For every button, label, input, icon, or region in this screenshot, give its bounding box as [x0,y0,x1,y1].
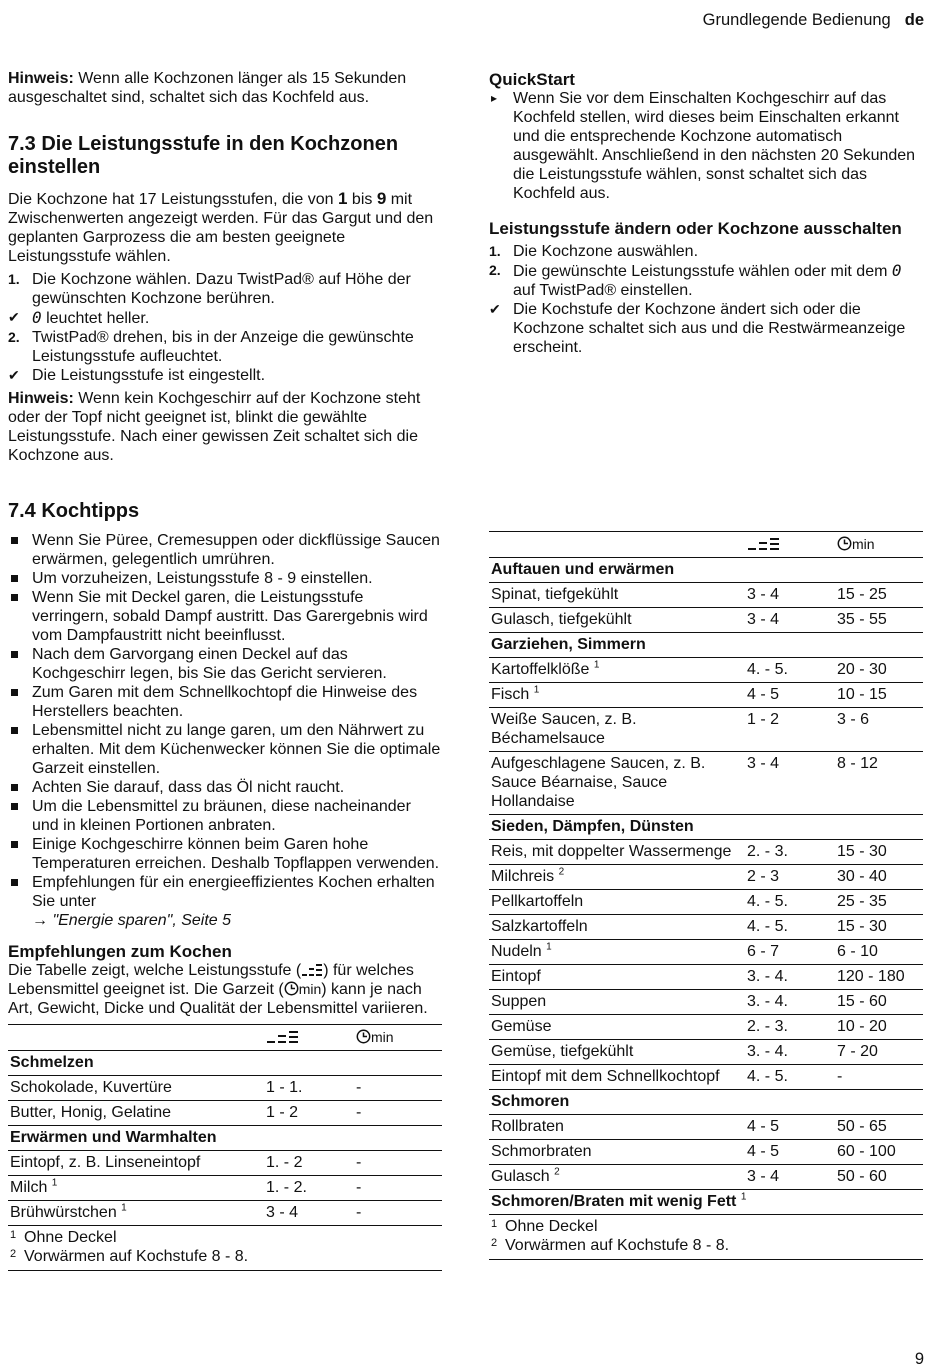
footnote-ref: 1 [546,941,552,953]
power-level-value: 3. - 4. [745,965,835,990]
food-name: Gulasch, tiefgekühlt [491,611,632,628]
food-name: Spinat, tiefgekühlt [491,586,619,603]
category-label: Schmoren [491,1093,570,1110]
tip-item: Um die Lebensmittel zu bräunen, diese nacheinander und in kleinen Portionen anbraten. [8,797,442,835]
table-row [489,708,923,752]
table-category-row [489,1190,923,1215]
tip-item: Achten Sie darauf, dass das Öl nicht raucht. [8,778,442,797]
food-name: Salzkartoffeln [491,918,588,935]
power-level-value: 3 - 4 [745,752,835,815]
footnote-ref: 1 [740,1191,747,1203]
food-name: Weiße Saucen, z. B. Béchamelsauce [491,711,637,747]
footnote: 1 Ohne Deckel [491,1218,598,1235]
quickstart-title: QuickStart [489,70,575,89]
table-category-row [8,1126,442,1151]
power-level-value: 4. - 5. [745,1065,835,1090]
power-level-value: 3 - 4 [264,1201,354,1226]
footnote-ref: 1 [51,1177,58,1189]
power-level-value: 2 - 3 [745,865,835,890]
hint-2: Hinweis: Wenn kein Kochgeschirr auf der Kochzone steht oder der Topf nicht geeignet ist, blinkt die gewählte Leistungsstufe. Nach einer gewissen Zeit schaltet sich die Kochzone aus. [8,390,421,464]
footnote-ref: 1 [593,659,600,671]
cooking-tips-list [8,531,442,930]
power-level-icon [747,537,781,551]
hint-1: Hinweis: Wenn alle Kochzonen länger als 15 Sekunden ausgeschaltet sind, schaltet sich das Kochfeld aus. [8,70,407,106]
food-name: Gemüse, tiefgekühlt [491,1043,634,1060]
section-7-4-title: 7.4 Kochtipps [8,500,140,522]
quickstart-list [489,89,923,203]
food-name: Butter, Honig, Gelatine [10,1104,171,1121]
table-row [489,915,923,940]
footnote-ref: 2 [558,866,565,878]
power-level-value: 1 - 1. [264,1076,354,1101]
category-label: Sieden, Dämpfen, Dünsten [491,818,694,835]
cooking-time-value: 20 - 30 [835,658,923,683]
check-icon: ✔ [8,367,20,383]
cooking-time-value: 15 - 30 [835,840,923,865]
food-name: Aufgeschlagene Saucen, z. B. Sauce Béarnaise, Sauce Hollandaise [491,755,706,810]
food-name: Pellkartoffeln [491,893,584,910]
power-level-value: 4 - 5 [745,1115,835,1140]
language-code: de [904,11,924,29]
food-name: Schmorbraten [491,1143,592,1160]
power-level-value: 1. - 2 [264,1151,354,1176]
step-item: 1. Die Kochzone auswählen. [489,243,699,260]
running-header [703,11,924,30]
right-column-top [489,70,923,357]
category-label: Auftauen und erwärmen [491,561,675,578]
table-row [489,1140,923,1165]
tip-item: Zum Garen mit dem Schnellkochtopf die Hinweise des Herstellers beachten. [8,683,442,721]
food-name: Fisch [491,686,530,703]
table-row [489,1165,923,1190]
food-name: Gemüse [491,1018,552,1035]
step-item: 2. TwistPad® drehen, bis in der Anzeige die gewünschte Leistungsstufe aufleuchtet. [8,329,414,365]
tip-item: Nach dem Garvorgang einen Deckel auf das Kochgeschirr legen, bis Sie das Gericht servieren. [8,645,442,683]
cooking-time-value: 7 - 20 [835,1040,923,1065]
tip-item: Einige Kochgeschirre können beim Garen hohe Temperaturen erreichen. Deshalb Topflappen verwenden. [8,835,442,873]
power-level-value: 4 - 5 [745,683,835,708]
cooking-time-value: 15 - 60 [835,990,923,1015]
right-column-bottom [489,531,923,1260]
cooking-time-value: 35 - 55 [835,608,923,633]
table-category-row [489,815,923,840]
cooking-time-value: 10 - 15 [835,683,923,708]
food-name: Eintopf [491,968,541,985]
tip-item: Lebensmittel nicht zu lange garen, um den Nährwert zu erhalten. Mit dem Küchenwecker können Sie die optimale Garzeit einstellen. [8,721,442,778]
table-row [489,658,923,683]
category-label: Garziehen, Simmern [491,636,646,653]
table-row [489,1065,923,1090]
power-level-value: 3. - 4. [745,1040,835,1065]
power-level-value: 4. - 5. [745,658,835,683]
power-level-value: 3 - 4 [745,1165,835,1190]
power-level-icon [301,963,323,977]
category-label: Erwärmen und Warmhalten [10,1129,217,1146]
food-name: Milchreis [491,868,555,885]
table-row [489,990,923,1015]
table-row [489,752,923,815]
food-name: Gulasch [491,1168,550,1185]
cooking-table-right [489,531,923,1215]
result-item: ✔ Die Leistungsstufe ist eingestellt. [8,367,266,384]
food-name: Suppen [491,993,547,1010]
power-level-value: 1. - 2. [264,1176,354,1201]
power-level-value: 4. - 5. [745,915,835,940]
step-item: 2. Die gewünschte Leistungsstufe wählen oder mit dem 0 auf TwistPad® einstellen. [489,261,902,299]
food-name: Eintopf mit dem Schnellkochtopf [491,1068,720,1085]
power-level-value: 3 - 4 [745,583,835,608]
quickstart-item: ▸ Wenn Sie vor dem Einschalten Kochgeschirr auf das Kochfeld stellen, wird dieses beim Einschalten erkannt und die entsprechende Kochzone automatisch ausgewählt. Anschließend in den nächsten 20 Sekunden die Leistungsstufe wählen, sonst schaltet sich das Kochfeld aus. [491,90,916,202]
display-glyph: 0 [891,261,902,280]
left-column-bottom [8,500,442,1271]
clock-icon [837,536,852,551]
clock-icon [284,981,299,996]
power-level-value: 1 - 2 [264,1101,354,1126]
power-level-value: 1 - 2 [745,708,835,752]
cooking-time-value: - [354,1201,442,1226]
clock-icon [356,1029,371,1044]
food-name: Brühwürstchen [10,1204,117,1221]
section-7-3-title: 7.3 Die Leistungsstufe in den Kochzonen einstellen [8,133,399,178]
recommend-intro: Die Tabelle zeigt, welche Leistungsstufe ( ) für welches Lebensmittel geeignet ist. Die Garzeit ( min) kann je nach Art, Gewicht, Dicke und Qualität der Lebensmittel variieren. [8,962,428,1017]
category-label: Schmelzen [10,1054,94,1071]
power-level-value: 6 - 7 [745,940,835,965]
cooking-time-value: 60 - 100 [835,1140,923,1165]
cooking-time-value: 15 - 25 [835,583,923,608]
cooking-time-value: 3 - 6 [835,708,923,752]
header-title: Grundlegende Bedienung [702,11,891,29]
cooking-table-left [8,1024,442,1226]
table-category-row [489,1090,923,1115]
table-row [489,583,923,608]
cooking-time-value: - [354,1176,442,1201]
table-row [8,1176,442,1201]
table-row [489,865,923,890]
table-category-row [8,1051,442,1076]
triangle-bullet-icon: ▸ [491,91,498,105]
cooking-time-value: 120 - 180 [835,965,923,990]
food-name: Rollbraten [491,1118,564,1135]
table-row [8,1076,442,1101]
table-row [489,940,923,965]
display-glyph: 0 [32,308,42,327]
table-row [8,1151,442,1176]
recommend-title: Empfehlungen zum Kochen [8,942,232,961]
result-item: ✔ 0 leuchtet heller. [8,308,150,327]
check-icon: ✔ [8,309,20,325]
tip-item: Wenn Sie mit Deckel garen, die Leistungsstufe verringern, sobald Dampf austritt. Das Garergebnis wird vom Dampfaustritt nicht beeinflusst. [8,588,442,645]
cooking-time-value: 50 - 60 [835,1165,923,1190]
power-level-value: 3. - 4. [745,990,835,1015]
food-name: Nudeln [491,943,542,960]
footnote-ref: 2 [554,1166,560,1178]
power-level-value: 4 - 5 [745,1140,835,1165]
cooking-time-value: 10 - 20 [835,1015,923,1040]
left-column-top [8,69,442,469]
cooking-time-value: 15 - 30 [835,915,923,940]
cooking-time-value: 8 - 12 [835,752,923,815]
table-header-row: min [8,1025,442,1051]
table-row [489,683,923,708]
food-name: Schokolade, Kuvertüre [10,1079,172,1096]
table-row [8,1101,442,1126]
footnote-ref: 1 [533,684,540,696]
tip-item: Empfehlungen für ein energieeffizientes Kochen erhalten Sie unter → "Energie sparen", Seite 5 [8,873,442,930]
food-name: Reis, mit doppelter Wassermenge [491,843,732,860]
power-level-value: 3 - 4 [745,608,835,633]
footnote-ref: 1 [121,1202,127,1214]
cooking-time-value: - [835,1065,923,1090]
table-category-row [489,633,923,658]
arrow-right-icon: → [32,912,48,929]
food-name: Kartoffelklöße [491,661,590,678]
page-number: 9 [914,1350,924,1368]
food-name: Eintopf, z. B. Linseneintopf [10,1154,201,1171]
cooking-time-value: 30 - 40 [835,865,923,890]
result-item: ✔ Die Kochstufe der Kochzone ändert sich oder die Kochzone schaltet sich aus und die Restwärmeanzeige erscheint. [489,301,906,356]
tip-item: Um vorzuheizen, Leistungsstufe 8 - 9 einstellen. [8,569,442,588]
table-row [489,608,923,633]
table-row [489,1040,923,1065]
table-category-row [489,558,923,583]
cooking-time-value: 6 - 10 [835,940,923,965]
tip-item: Wenn Sie Püree, Cremesuppen oder dickflüssige Saucen erwärmen, gelegentlich umrühren. [8,531,442,569]
cooking-time-value: - [354,1101,442,1126]
cooking-time-value: 25 - 35 [835,890,923,915]
footnote: 1 Ohne Deckel [10,1229,117,1246]
step-item: 1. Die Kochzone wählen. Dazu TwistPad® auf Höhe der gewünschten Kochzone berühren. [8,271,411,307]
table-row [489,965,923,990]
power-level-icon [266,1030,300,1044]
table-row [489,840,923,865]
table-row [489,890,923,915]
category-label: Schmoren/Braten mit wenig Fett [491,1193,737,1210]
footnotes-right [489,1215,923,1260]
table-header-row: min [489,532,923,558]
table-row [489,1015,923,1040]
cooking-time-value: - [354,1076,442,1101]
table-row [8,1201,442,1226]
section-7-3-steps [8,270,442,385]
cooking-time-value: 50 - 65 [835,1115,923,1140]
section-7-3-intro: Die Kochzone hat 17 Leistungsstufen, die von 1 bis 9 mit Zwischenwerten angezeigt werden. Für das Gargut und den geplanten Garprozess die am besten geeignete Leistungsstufe wählen. [8,189,434,265]
power-level-value: 2. - 3. [745,840,835,865]
cooking-time-value: - [354,1151,442,1176]
footnote: 2 Vorwärmen auf Kochstufe 8 - 8. [10,1248,249,1265]
table-row [489,1115,923,1140]
power-level-value: 2. - 3. [745,1015,835,1040]
footnote: 2 Vorwärmen auf Kochstufe 8 - 8. [491,1237,730,1254]
check-icon: ✔ [489,301,501,317]
change-level-title: Leistungsstufe ändern oder Kochzone ausschalten [489,219,902,238]
change-level-steps [489,242,923,357]
power-level-value: 4. - 5. [745,890,835,915]
food-name: Milch [10,1179,48,1196]
footnotes-left [8,1226,442,1271]
cross-reference-link[interactable]: "Energie sparen", Seite 5 [52,912,232,929]
